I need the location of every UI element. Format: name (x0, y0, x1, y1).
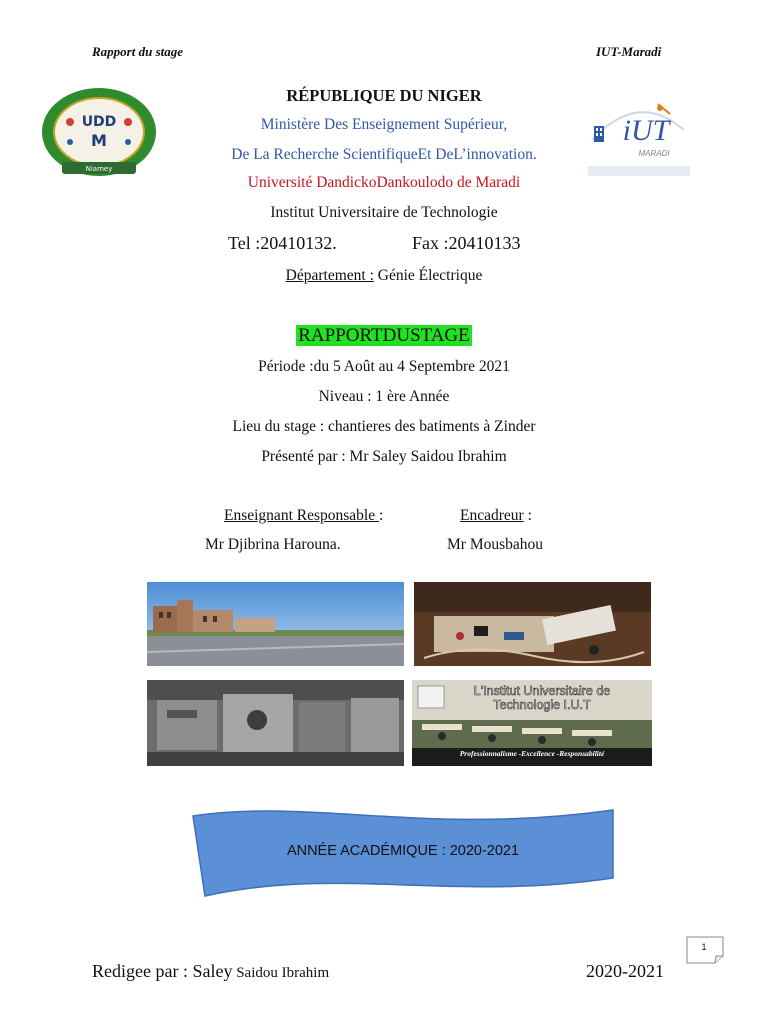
page-number: 1 (701, 942, 707, 952)
page-number-box (686, 936, 724, 964)
supervisor-heading (460, 507, 532, 525)
campus-building-photo (147, 582, 404, 666)
seal-initials-bottom: M (91, 131, 107, 150)
classroom-banner-text (432, 684, 652, 712)
teacher-label: Enseignant Responsable (224, 507, 379, 524)
teacher-heading (224, 507, 383, 525)
report-period: Période :du 5 Août au 4 Septembre 2021 (258, 358, 510, 375)
running-header-left: Rapport du stage (92, 44, 184, 59)
iut-subtitle: MARADI (638, 149, 670, 158)
report-title: RAPPORTDUSTAGE (298, 325, 470, 346)
seal-initials-top: UDD (81, 114, 117, 130)
teacher-name: Mr Djibrina Harouna. (205, 536, 341, 553)
university-name: Université DandickoDankoulodo de Maradi (247, 174, 521, 191)
footer-author (92, 961, 329, 982)
institute-name: Institut Universitaire de Technologie (270, 204, 498, 221)
supervisor-colon: : (523, 507, 532, 524)
teacher-colon: : (378, 507, 384, 524)
supervisor-name: Mr Mousbahou (447, 536, 544, 553)
running-header-right: IUT-Maradi (596, 44, 662, 59)
report-location: Lieu du stage : chantieres des batiments à Zinder (232, 418, 536, 435)
iut-maradi-logo (588, 100, 690, 176)
ministry-line-1: Ministère Des Enseignement Supérieur, (260, 116, 508, 133)
seal-banner-text: Niamey (85, 165, 113, 173)
iut-wordmark: iUT (622, 114, 670, 147)
ministry-line-2: De La Recherche ScientifiqueEt DeL’innovation. (231, 146, 537, 163)
department-line (0, 267, 768, 285)
classroom-banner-line2: Technologie I.U.T (493, 698, 591, 712)
footer-written-by: Redigee par : (92, 961, 193, 981)
classroom-photo (412, 680, 652, 766)
footer-author-first: Saley (192, 961, 233, 981)
workshop-machines-photo (147, 680, 404, 766)
classroom-banner-line1: L'Institut Universitaire de (473, 684, 611, 698)
country-title: RÉPUBLIQUE DU NIGER (286, 86, 482, 105)
department-value: Génie Électrique (373, 267, 483, 284)
report-presenter: Présenté par : Mr Saley Saidou Ibrahim (261, 448, 507, 465)
department-label: Département : (285, 267, 374, 284)
supervisor-label: Encadreur (460, 507, 524, 524)
report-title-wrap (0, 325, 768, 347)
academic-year-banner (190, 806, 616, 898)
telephone: Tel :20410132. (228, 233, 337, 253)
footer-author-rest: Saidou Ibrahim (232, 965, 330, 981)
electronics-lab-photo (414, 582, 651, 666)
fax: Fax :20410133 (412, 233, 521, 253)
footer-years: 2020-2021 (586, 961, 664, 981)
academic-year-text: ANNÉE ACADÉMIQUE : 2020-2021 (286, 843, 520, 859)
report-level: Niveau : 1 ère Année (318, 388, 450, 405)
motto-text: Professionnalisme -Excellence -Responsabilité (459, 749, 605, 758)
